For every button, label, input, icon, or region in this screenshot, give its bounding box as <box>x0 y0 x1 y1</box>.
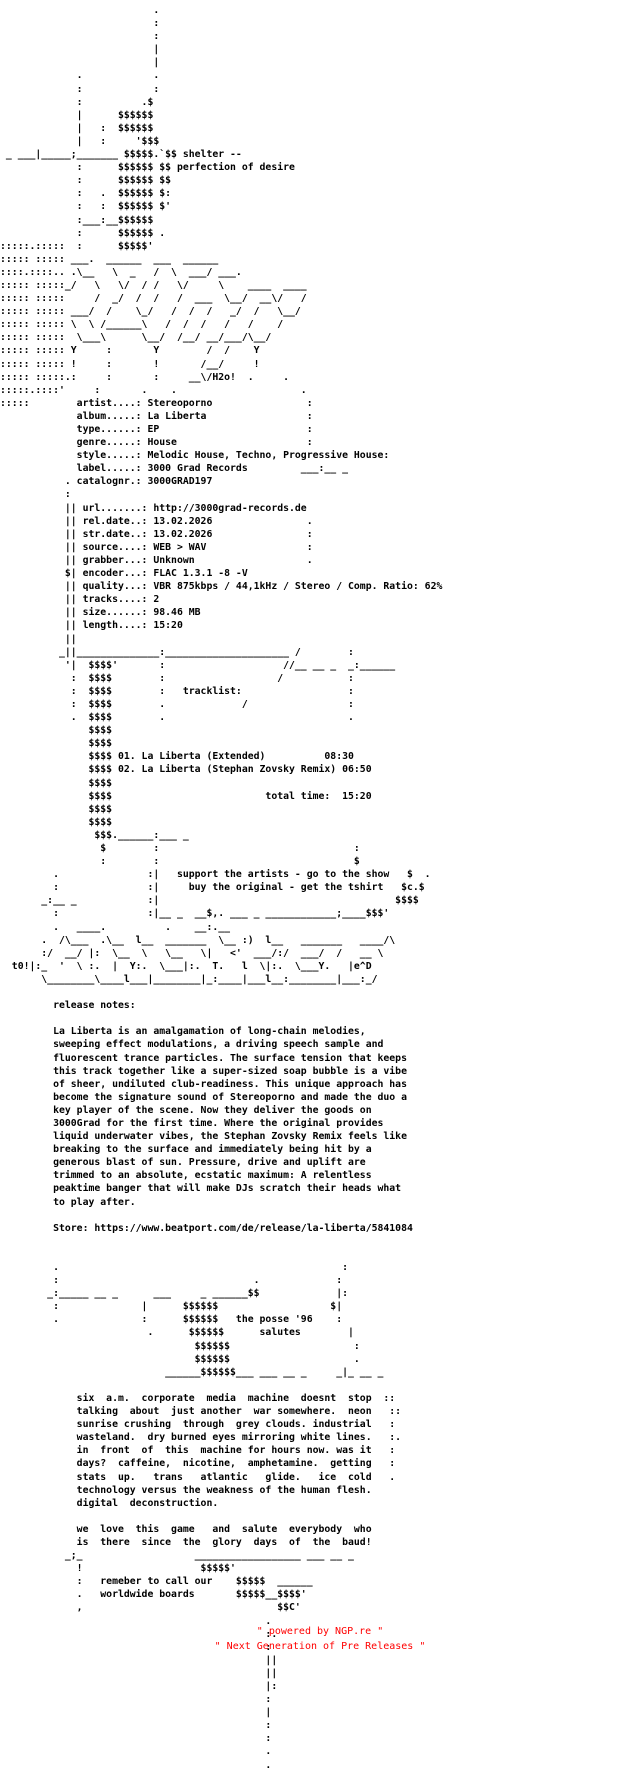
nfo-line: : <box>0 1720 272 1732</box>
nfo-line: . ____. . __:.__ <box>0 921 231 933</box>
nfo-line: : $$$$$$ . <box>0 227 166 239</box>
nfo-line: . : $$$$$$ the posse '96 : <box>0 1314 343 1326</box>
nfo-line: breaking to the surface and immediately being hit by a <box>0 1144 372 1156</box>
nfo-line: $$$$$$ : <box>0 1340 360 1352</box>
nfo-line: _:_____ __ _ ___ _ ______$$ |: <box>0 1288 348 1300</box>
nfo-line: 3000Grad for the first time. Where the original provides <box>0 1117 384 1129</box>
nfo-line: | $$$$$$ <box>0 109 154 121</box>
nfo-line: label.....: 3000 Grad Records ___:__ _ <box>0 463 348 475</box>
nfo-line: : .$ <box>0 96 154 108</box>
nfo-line: we love this game and salute everybody who <box>0 1523 372 1535</box>
nfo-line: $$$$ <box>0 738 113 750</box>
nfo-line: of sheer, undiluted club-readiness. This unique approach has <box>0 1078 407 1090</box>
nfo-line: $$$$ total time: 15:20 <box>0 790 372 802</box>
nfo-line: . /\___ .\__ l__ _______ \__ :) l__ _______ ____/\ <box>0 934 396 946</box>
nfo-line: $$$$ 02. La Liberta (Stephan Zovsky Remix) 06:50 <box>0 764 372 776</box>
nfo-line: . $$$$ . . <box>0 712 354 724</box>
nfo-line: : $$$$ . / : <box>0 698 354 710</box>
nfo-line: : : $ <box>0 856 360 868</box>
nfo-line: $$$$ <box>0 803 113 815</box>
nfo-line: this track together like a super-sized soap bubble is a vibe <box>0 1065 407 1077</box>
nfo-line: La Liberta is an amalgamation of long-chain melodies, <box>0 1026 366 1038</box>
nfo-line: $ : : <box>0 843 360 854</box>
nfo-line: $$$$ <box>0 725 113 737</box>
nfo-line: ______$$$$$$___ ___ __ _ _|_ __ _ <box>0 1366 384 1378</box>
nfo-line: : <box>0 489 71 501</box>
nfo-line: ::::: ::::: / _/ / / / ___ \__/ __\/ / <box>0 293 307 305</box>
nfo-line: :. <box>0 1628 278 1640</box>
nfo-line: ::::: ::::: Y : Y / / Y <box>0 345 260 357</box>
nfo-line: || rel.date..: 13.02.2026 . <box>0 515 313 527</box>
nfo-line: six a.m. corporate media machine doesnt stop :: <box>0 1392 396 1404</box>
nfo-line: fluorescent trance particles. The surface tension that keeps <box>0 1052 407 1064</box>
footer-powered-by: " powered by NGP.re " <box>256 1626 384 1637</box>
nfo-line: generous blast of sun. Pressure, drive and uplift are <box>0 1157 366 1169</box>
nfo-line: album.....: La Liberta : <box>0 410 313 422</box>
nfo-line: || <box>0 1667 278 1679</box>
nfo-line: : : <box>0 83 160 95</box>
nfo-line: technology versus the weakness of the human flesh. <box>0 1484 372 1496</box>
nfo-line: t0!|:_ ' \ :. | Y:. \___|:. T. l \|:. \___Y. |e^D <box>0 960 372 972</box>
nfo-line: : <box>0 1694 272 1706</box>
nfo-line: || size......: 98.46 MB <box>0 607 201 619</box>
nfo-line: : | $$$$$$ $| <box>0 1301 343 1313</box>
nfo-line: || tracks....: 2 <box>0 594 160 606</box>
nfo-line: . $$$$$$ salutes | <box>0 1327 354 1339</box>
nfo-line: genre.....: House : <box>0 437 313 449</box>
nfo-line: : <box>0 18 160 30</box>
nfo-line: _:__ _ :| $$$$ <box>0 895 419 907</box>
nfo-line: trimmed to an absolute, ecstatic maximum: A relentless <box>0 1170 372 1182</box>
nfo-line: | <box>0 57 160 69</box>
nfo-line: $$$$$$ . <box>0 1353 360 1365</box>
nfo-line: wasteland. dry burned eyes mirroring white lines. :. <box>0 1432 402 1444</box>
nfo-line: || length....: 15:20 <box>0 620 183 632</box>
nfo-line: . <box>0 1615 272 1627</box>
nfo-line: liquid underwater vibes, the Stephan Zovsky Remix feels like <box>0 1131 407 1143</box>
nfo-ascii-art <box>0 4 640 1772</box>
nfo-line: ::::: ::::: ___. ______ ___ ______ <box>0 253 219 265</box>
nfo-line: || quality...: VBR 875kbps / 44,1kHz / Stereo / Comp. Ratio: 62% <box>0 581 443 593</box>
nfo-line: , $$C' <box>0 1602 301 1614</box>
footer-tagline: " Next Generation of Pre Releases " <box>214 1641 426 1652</box>
nfo-line: $$$$ 01. La Liberta (Extended) 08:30 <box>0 751 354 763</box>
nfo-line: : . $$$$$$ $: <box>0 188 172 200</box>
nfo-line: $$$.______:___ _ <box>0 829 189 841</box>
nfo-line: release notes: <box>0 1000 136 1012</box>
nfo-line: : $$$$ : / : <box>0 672 354 684</box>
nfo-line: |: <box>0 1681 278 1692</box>
nfo-line: : $$$$ : tracklist: : <box>0 685 354 697</box>
nfo-line: ::::: ::::: ___/ / \_/ / / / _/ / \__/ <box>0 306 301 318</box>
nfo-line: | <box>0 1707 272 1719</box>
nfo-line: . : <box>0 1262 348 1273</box>
nfo-line: _||______________:_____________________ / : <box>0 646 354 658</box>
nfo-line: : :|__ _ __$,. ___ _ ____________;____$$$' <box>0 908 390 920</box>
nfo-line: is there since the glory days of the baud! <box>0 1536 372 1548</box>
nfo-line: : <box>0 1733 272 1745</box>
nfo-line: || str.date..: 13.02.2026 : <box>0 528 313 540</box>
nfo-line: ::::.::::.. .\__ \ _ / \ ___/ ___. <box>0 266 242 278</box>
nfo-line: | : '$$$ <box>0 135 160 147</box>
nfo-line: ! $$$$$' <box>0 1563 236 1575</box>
nfo-line: . catalognr.: 3000GRAD197 <box>0 476 213 488</box>
nfo-line: | <box>0 44 160 56</box>
nfo-line: :::::.::::: : $$$$$' <box>0 240 154 252</box>
nfo-line: to play after. <box>0 1196 136 1208</box>
nfo-line: :___:__$$$$$$ <box>0 214 154 226</box>
nfo-line: type......: EP : <box>0 424 313 435</box>
nfo-line: become the signature sound of Stereoporno and made the duo a <box>0 1091 407 1103</box>
nfo-line: $$$$ <box>0 777 113 789</box>
nfo-line: ::::: ::::: \___\ \__/ /__/ __/___/\__/ <box>0 332 272 344</box>
nfo-line: ::::: :::::_/ \ \/ / / \/ \ ____ ____ <box>0 279 307 291</box>
nfo-line: :/ __/ |: \__ \ \__ \| <' ___/:/ ___/ / __ \ <box>0 947 384 959</box>
nfo-line: style.....: Melodic House, Techno, Progressive House: <box>0 450 390 462</box>
nfo-line: || url.......: http://3000grad-records.de <box>0 502 307 514</box>
nfo-line: ::::: artist....: Stereoporno : <box>0 397 313 409</box>
nfo-line: : $$$$$$ $$ perfection of desire <box>0 162 295 174</box>
nfo-line: Store: https://www.beatport.com/de/release/la-liberta/5841084 <box>0 1222 413 1234</box>
nfo-line: talking about just another war somewhere. neon :: <box>0 1406 402 1418</box>
nfo-line: || <box>0 633 77 645</box>
nfo-line: . . <box>0 70 160 82</box>
nfo-line: peaktime banger that will make DJs scratch their heads what <box>0 1183 402 1195</box>
nfo-line: ::::: ::::: \ \ /______\ / / / / / / <box>0 319 284 331</box>
nfo-line: $$$$ <box>0 816 113 828</box>
nfo-line: : <box>0 1641 272 1653</box>
nfo-line: sweeping effect modulations, a driving speech sample and <box>0 1039 384 1051</box>
nfo-line: : :| buy the original - get the tshirt $c.$ <box>0 882 425 894</box>
nfo-line: : . : <box>0 1275 343 1287</box>
nfo-line: _ ___|_____;_______ $$$$$.`$$ shelter -- <box>0 149 242 161</box>
nfo-line: digital deconstruction. <box>0 1497 219 1509</box>
footer <box>0 1624 640 1654</box>
nfo-line: : <box>0 31 160 43</box>
nfo-line: sunrise crushing through grey clouds. industrial : <box>0 1419 396 1431</box>
nfo-line: || <box>0 1654 278 1666</box>
nfo-line: key player of the scene. Now they deliver the goods on <box>0 1104 372 1116</box>
nfo-line: . <box>0 1759 272 1771</box>
nfo-line: stats up. trans atlantic glide. ice cold . <box>0 1471 396 1483</box>
nfo-line: . <box>0 5 160 16</box>
nfo-line: : : $$$$$$ $' <box>0 201 172 213</box>
nfo-line: || grabber...: Unknown . <box>0 554 313 566</box>
nfo-line: ::::: ::::: ! : ! /__/ ! <box>0 358 260 370</box>
nfo-line: _;_ __________________ ___ __ _ <box>0 1550 354 1562</box>
nfo-line: || source....: WEB > WAV : <box>0 541 313 553</box>
nfo-line: $| encoder...: FLAC 1.3.1 -8 -V <box>0 568 248 580</box>
nfo-line: :::::.::::' : . . . <box>0 384 307 396</box>
nfo-line: \________\____l___|________|_:____|___l__:________|___:_/ <box>0 973 378 985</box>
nfo-line: . :| support the artists - go to the show $ . <box>0 869 431 881</box>
nfo-line: : $$$$$$ $$ <box>0 175 172 187</box>
nfo-line: in front of this machine for hours now. was it : <box>0 1445 396 1457</box>
nfo-line: ::::: :::::.: : : __\/H2o! . . <box>0 371 290 383</box>
nfo-line: days? caffeine, nicotine, amphetamine. getting : <box>0 1458 396 1470</box>
nfo-line: | : $$$$$$ <box>0 122 154 134</box>
nfo-line: : remeber to call our $$$$$ ______ <box>0 1576 313 1588</box>
nfo-line: '| $$$$' : //__ __ _ _:______ <box>0 659 396 671</box>
nfo-line: . <box>0 1746 272 1758</box>
nfo-line: . worldwide boards $$$$$__$$$$' <box>0 1589 307 1601</box>
